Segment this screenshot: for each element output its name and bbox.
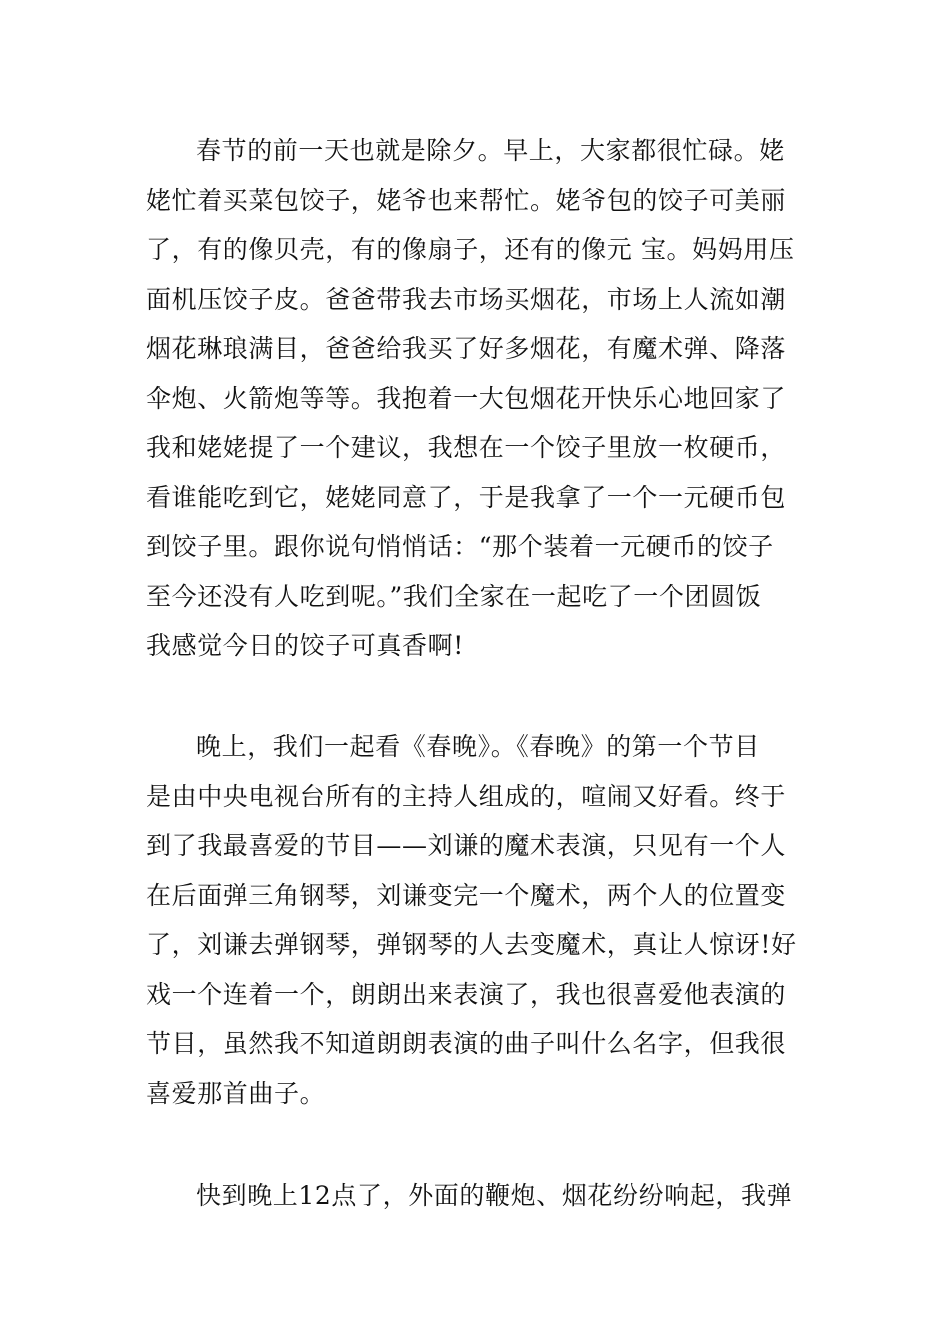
text-line: 了，刘谦去弹钢琴，弹钢琴的人去变魔术，真让人惊讶!好 bbox=[146, 930, 797, 959]
text-line: 姥忙着买菜包饺子，姥爷也来帮忙。姥爷包的饺子可美丽 bbox=[146, 185, 787, 215]
text-line: 喜爱那首曲子。 bbox=[146, 1078, 326, 1108]
text-line: 晚上，我们一起看《春晚》。《春晚》的第一个节目 bbox=[196, 732, 760, 761]
text-line: 快到晚上12点了，外面的鞭炮、烟花纷纷响起，我弹 bbox=[196, 1181, 793, 1210]
text-line: 了，有的像贝壳，有的像扇子，还有的像元 宝。妈妈用压 bbox=[146, 235, 795, 264]
text-line: 我感觉今日的饺子可真香啊! bbox=[146, 631, 464, 660]
paragraph-spring-gala bbox=[146, 722, 806, 1118]
text-line: 看谁能吃到它，姥姥同意了，于是我拿了一个一元硬币包 bbox=[146, 482, 787, 512]
text-line: 在后面弹三角钢琴，刘谦变完一个魔术，两个人的位置变 bbox=[146, 880, 787, 910]
text-line: 烟花琳琅满目，爸爸给我买了好多烟花，有魔术弹、降落 bbox=[146, 334, 787, 363]
text-line: 伞炮、火箭炮等等。我抱着一大包烟花开快乐心地回家了 bbox=[146, 383, 787, 413]
text-line: 春节的前一天也就是除夕。早上，大家都很忙碌。姥 bbox=[196, 136, 785, 165]
paragraph-midnight bbox=[146, 1171, 806, 1221]
text-line: 是由中央电视台所有的主持人组成的，喧闹又好看。终于 bbox=[146, 781, 787, 811]
text-line: 节目，虽然我不知道朗朗表演的曲子叫什么名字，但我很 bbox=[146, 1029, 787, 1058]
text-line: 至今还没有人吃到呢。”我们全家在一起吃了一个团圆饭 bbox=[146, 581, 762, 611]
text-line: 我和姥姥提了一个建议，我想在一个饺子里放一枚硬币， bbox=[146, 433, 787, 462]
text-line: 戏一个连着一个，朗朗出来表演了，我也很喜爱他表演的 bbox=[146, 979, 787, 1009]
paragraph-new-years-eve-day bbox=[146, 126, 806, 671]
text-line: 到饺子里。跟你说句悄悄话：“那个装着一元硬币的饺子 bbox=[146, 532, 774, 561]
text-line: 面机压饺子皮。爸爸带我去市场买烟花，市场上人流如潮 bbox=[146, 284, 787, 314]
text-line: 到了我最喜爱的节目——刘谦的魔术表演，只见有一个人 bbox=[146, 831, 787, 860]
